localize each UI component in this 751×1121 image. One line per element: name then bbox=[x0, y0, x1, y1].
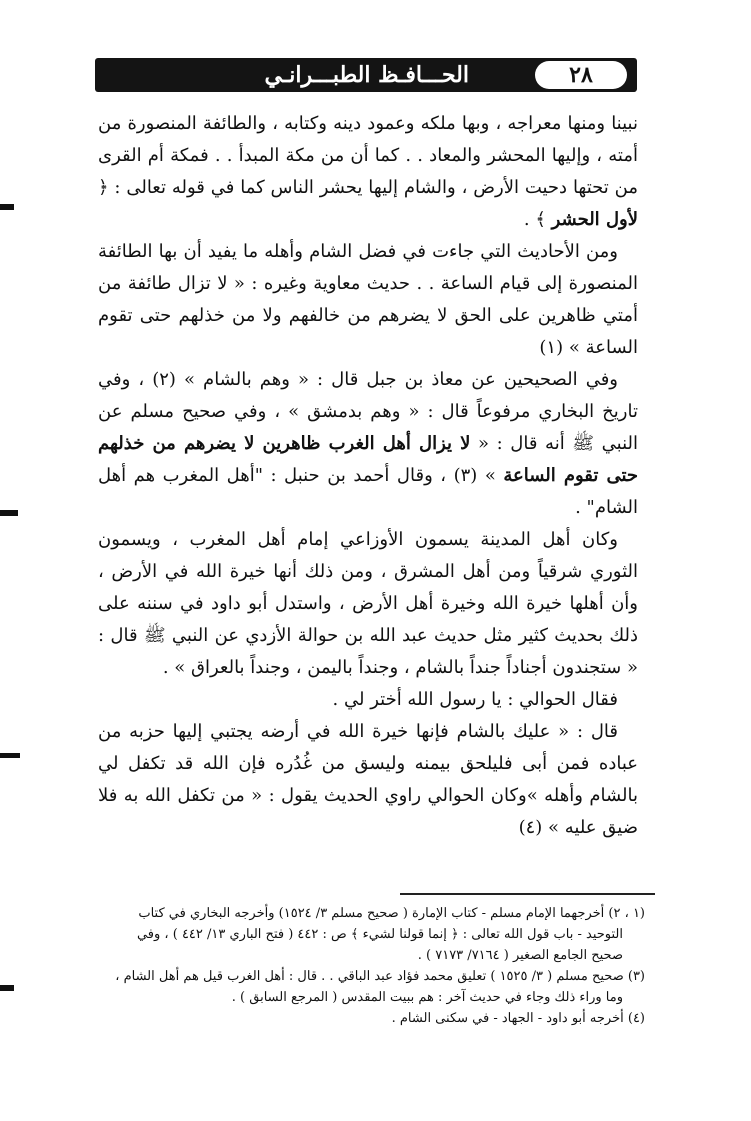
paragraph: فقال الحوالي : يا رسول الله أختر لي . bbox=[332, 689, 618, 710]
main-text bbox=[98, 108, 638, 844]
paragraph: وكان أهل المدينة يسمون الأوزاعي إمام أهل المغرب ، ويسمون الثوري شرقياً ومن أهل المشرق ، ومن ذلك أنها خيرة الله في الأرض ، وأن أهلها خيرة الله وخيرة أهل الأرض ، واستدل أبو داود في سننه على ذلك بحديث كثير مثل حديث عبد الله بن حوالة الأزدي عن النبي ﷺ قال : « ستجندون أجناداً جنداً بالشام ، وجنداً باليمن ، وجنداً بالعراق » . bbox=[98, 529, 638, 678]
footnote-line: التوحيد - باب قول الله تعالى : ﴿ إنما قولنا لشيء ﴾ ص : ٤٤٢ ( فتح الباري ١٣/ ٤٤٢ ) ، وفي bbox=[136, 927, 623, 942]
scan-mark bbox=[0, 204, 14, 210]
running-title: الحـــافـظ الطبـــرانـي bbox=[264, 62, 469, 88]
footnotes bbox=[85, 903, 645, 1029]
footnote-line: وما وراء ذلك وجاء في حديث آخر : هم ببيت المقدس ( المرجع السابق ) . bbox=[231, 990, 623, 1005]
footnote-line: (٣) صحيح مسلم ( ٣/ ١٥٢٥ ) تعليق محمد فؤاد عبد الباقي . . قال : أهل الغرب قيل هم أهل الشام ، bbox=[115, 969, 645, 984]
paragraph: قال : « عليك بالشام فإنها خيرة الله في أرضه يجتبي إليها حزبه من عباده فمن أبى فليلحق بيمنه وليسق من غُدُره فإن الله قد تكفل لي بالشام وأهله »وكان الحوالي راوي الحديث يقول : « من تكفل الله به فلا ضيق عليه » (٤) bbox=[98, 721, 638, 838]
scan-mark bbox=[0, 753, 20, 758]
paragraph: نبينا ومنها معراجه ، وبها ملكه وعمود دينه وكتابه ، والطائفة المنصورة من أمته ، وإليها المحشر والمعاد . . كما أن من مكة المبدأ . . فمكة أم القرى من تحتها دحيت الأرض ، والشام إليها يحشر الناس كما في قوله تعالى : ﴿ لأول الحشر ﴾ . bbox=[98, 113, 638, 230]
footnote-line: (٤) أخرجه أبو داود - الجهاد - في سكنى الشام . bbox=[391, 1011, 645, 1026]
footnote-separator bbox=[400, 893, 655, 895]
paragraph: وفي الصحيحين عن معاذ بن جبل قال : « وهم بالشام » (٢) ، وفي تاريخ البخاري مرفوعاً قال : « وهم بدمشق » ، وفي صحيح مسلم عن النبي ﷺ أنه قال : « لا يزال أهل الغرب ظاهرين لا يضرهم من خذلهم حتى تقوم الساعة » (٣) ، وقال أحمد بن حنبل : "أهل المغرب هم أهل الشام" . bbox=[98, 369, 639, 518]
scan-mark bbox=[0, 510, 18, 516]
footnote-line: (١ ، ٢) أخرجهما الإمام مسلم - كتاب الإمارة ( صحيح مسلم ٣/ ١٥٢٤) وأخرجه البخاري في كتاب bbox=[138, 906, 645, 921]
page-number: ٢٨ bbox=[535, 61, 627, 89]
footnote-line: صحيح الجامع الصغير ( ٧١٦٤/ ٧١٧٣ ) . bbox=[417, 948, 623, 963]
emphasized-phrase: لا يزال أهل الغرب ظاهرين لا يضرهم من خذلهم حتى تقوم الساعة bbox=[98, 433, 639, 486]
emphasized-phrase: لأول الحشر bbox=[551, 209, 638, 230]
paragraph: ومن الأحاديث التي جاءت في فضل الشام وأهله ما يفيد أن بها الطائفة المنصورة إلى قيام الساعة . . حديث معاوية وغيره : « لا تزال طائفة من أمتي ظاهرين على الحق لا يضرهم من خالفهم ولا من خذلهم حتى تقوم الساعة » (١) bbox=[98, 241, 638, 358]
scan-mark bbox=[0, 985, 14, 991]
running-header bbox=[95, 58, 637, 92]
